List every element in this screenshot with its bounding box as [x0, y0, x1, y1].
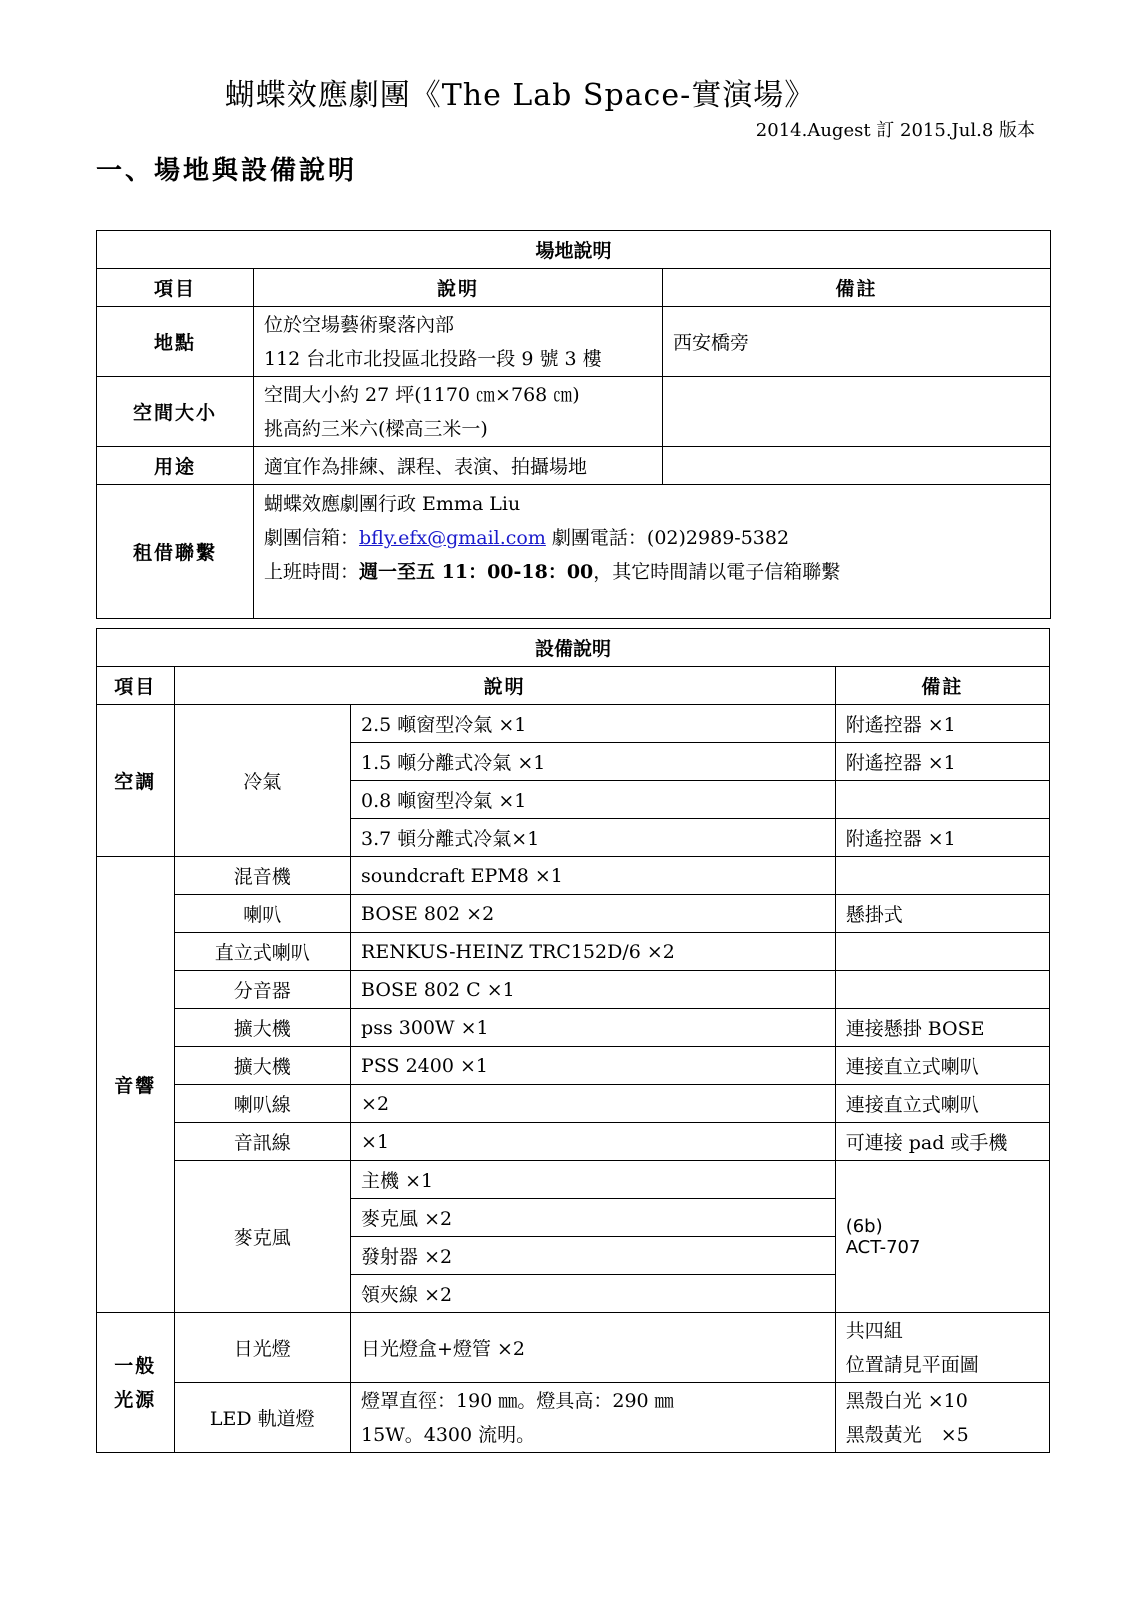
hours-note: ，其它時間請以電子信箱聯繫: [593, 561, 841, 583]
lighting-category-line2: 光源: [114, 1388, 157, 1411]
audio-desc: ×1: [351, 1123, 836, 1161]
audio-note: [835, 857, 1049, 895]
document-title: 蝴蝶效應劇團《The Lab Space-實演場》: [224, 78, 816, 113]
location-label: 地點: [97, 307, 254, 377]
equip-header-desc: 說明: [174, 667, 835, 705]
led-note: [835, 1383, 1049, 1453]
mic-item: 麥克風: [174, 1161, 351, 1313]
mic-desc: 主機 ×1: [351, 1161, 836, 1199]
email-label: 劇團信箱：: [264, 527, 360, 549]
location-line2: 112 台北市北投區北投路一段 9 號 3 樓: [264, 347, 602, 370]
usage-label: 用途: [97, 447, 254, 485]
version-date: 2014.Augest 訂 2015.Jul.8 版本: [755, 120, 1035, 141]
size-line2: 挑高約三米六(樑高三米一): [264, 417, 488, 440]
led-desc-line1: 燈罩直徑：190 ㎜。燈具高：290 ㎜: [361, 1389, 674, 1412]
size-desc: [254, 377, 663, 447]
audio-item: 混音機: [174, 857, 351, 895]
mic-note-line1: (6b): [845, 1215, 883, 1237]
fluorescent-note-line1: 共四組: [845, 1319, 903, 1342]
audio-item: 擴大機: [174, 1047, 351, 1085]
aircon-desc: 1.5 噸分離式冷氣 ×1: [351, 743, 836, 781]
led-note-line1: 黑殼白光 ×10: [845, 1389, 968, 1412]
aircon-note: 附遙控器 ×1: [835, 819, 1049, 857]
mic-note: [835, 1161, 1049, 1313]
fluorescent-note: [835, 1313, 1049, 1383]
audio-desc: BOSE 802 C ×1: [351, 971, 836, 1009]
equipment-table-title: 設備說明: [97, 629, 1050, 667]
location-note: 西安橋旁: [663, 307, 1051, 377]
equip-header-note: 備註: [835, 667, 1049, 705]
hours-label: 上班時間：: [264, 561, 360, 583]
fluorescent-note-line2: 位置請見平面圖: [845, 1353, 979, 1376]
aircon-desc: 0.8 噸窗型冷氣 ×1: [351, 781, 836, 819]
phone-text: 劇團電話：(02)2989-5382: [545, 527, 790, 549]
audio-category: 音響: [97, 857, 175, 1313]
contact-line3: [264, 555, 1040, 589]
contact-label: 租借聯繫: [97, 485, 254, 619]
size-line1: 空間大小約 27 坪(1170 ㎝×768 ㎝): [264, 383, 580, 406]
audio-item: 分音器: [174, 971, 351, 1009]
mic-desc: 發射器 ×2: [351, 1237, 836, 1275]
location-desc: [254, 307, 663, 377]
audio-item: 擴大機: [174, 1009, 351, 1047]
audio-note: [835, 971, 1049, 1009]
lighting-category: [97, 1313, 175, 1453]
section-heading: 一、場地與設備說明: [96, 156, 358, 186]
venue-table-title: 場地說明: [97, 231, 1051, 269]
audio-item: 直立式喇叭: [174, 933, 351, 971]
venue-table: [96, 230, 1051, 619]
aircon-category: 空調: [97, 705, 175, 857]
audio-item: 音訊線: [174, 1123, 351, 1161]
audio-note: 連接懸掛 BOSE: [835, 1009, 1049, 1047]
led-desc: [351, 1383, 836, 1453]
equip-header-item: 項目: [97, 667, 175, 705]
audio-desc: RENKUS-HEINZ TRC152D/6 ×2: [351, 933, 836, 971]
audio-note: 連接直立式喇叭: [835, 1085, 1049, 1123]
fluorescent-item: 日光燈: [174, 1313, 351, 1383]
venue-header-item: 項目: [97, 269, 254, 307]
email-link[interactable]: bfly.efx@gmail.com: [359, 527, 546, 549]
lighting-category-line1: 一般: [114, 1354, 157, 1377]
audio-item: 喇叭: [174, 895, 351, 933]
audio-note: [835, 933, 1049, 971]
contact-desc: [254, 485, 1051, 619]
audio-desc: soundcraft EPM8 ×1: [351, 857, 836, 895]
usage-note: [663, 447, 1051, 485]
aircon-desc: 2.5 噸窗型冷氣 ×1: [351, 705, 836, 743]
audio-desc: PSS 2400 ×1: [351, 1047, 836, 1085]
audio-desc: BOSE 802 ×2: [351, 895, 836, 933]
usage-desc: 適宜作為排練、課程、表演、拍攝場地: [254, 447, 663, 485]
led-note-line2: 黑殼黃光 ×5: [845, 1423, 969, 1446]
office-hours: 週一至五 11：00-18：00: [359, 561, 594, 583]
aircon-note: [835, 781, 1049, 819]
mic-desc: 麥克風 ×2: [351, 1199, 836, 1237]
aircon-desc: 3.7 頓分離式冷氣×1: [351, 819, 836, 857]
audio-note: 懸掛式: [835, 895, 1049, 933]
mic-desc: 領夾線 ×2: [351, 1275, 836, 1313]
fluorescent-desc: 日光燈盒+燈管 ×2: [351, 1313, 836, 1383]
contact-line2: [264, 521, 1040, 555]
size-label: 空間大小: [97, 377, 254, 447]
aircon-note: 附遙控器 ×1: [835, 705, 1049, 743]
venue-header-desc: 說明: [254, 269, 663, 307]
led-desc-line2: 15W。4300 流明。: [361, 1423, 536, 1446]
location-line1: 位於空場藝術聚落內部: [264, 313, 455, 336]
mic-note-line2: ACT-707: [845, 1236, 921, 1258]
audio-desc: ×2: [351, 1085, 836, 1123]
equipment-table: [96, 628, 1050, 1453]
led-item: LED 軌道燈: [174, 1383, 351, 1453]
aircon-note: 附遙控器 ×1: [835, 743, 1049, 781]
audio-note: 可連接 pad 或手機: [835, 1123, 1049, 1161]
venue-header-note: 備註: [663, 269, 1051, 307]
audio-desc: pss 300W ×1: [351, 1009, 836, 1047]
aircon-sub: 冷氣: [174, 705, 351, 857]
audio-note: 連接直立式喇叭: [835, 1047, 1049, 1085]
contact-line1: 蝴蝶效應劇團行政 Emma Liu: [264, 493, 521, 515]
size-note: [663, 377, 1051, 447]
audio-item: 喇叭線: [174, 1085, 351, 1123]
